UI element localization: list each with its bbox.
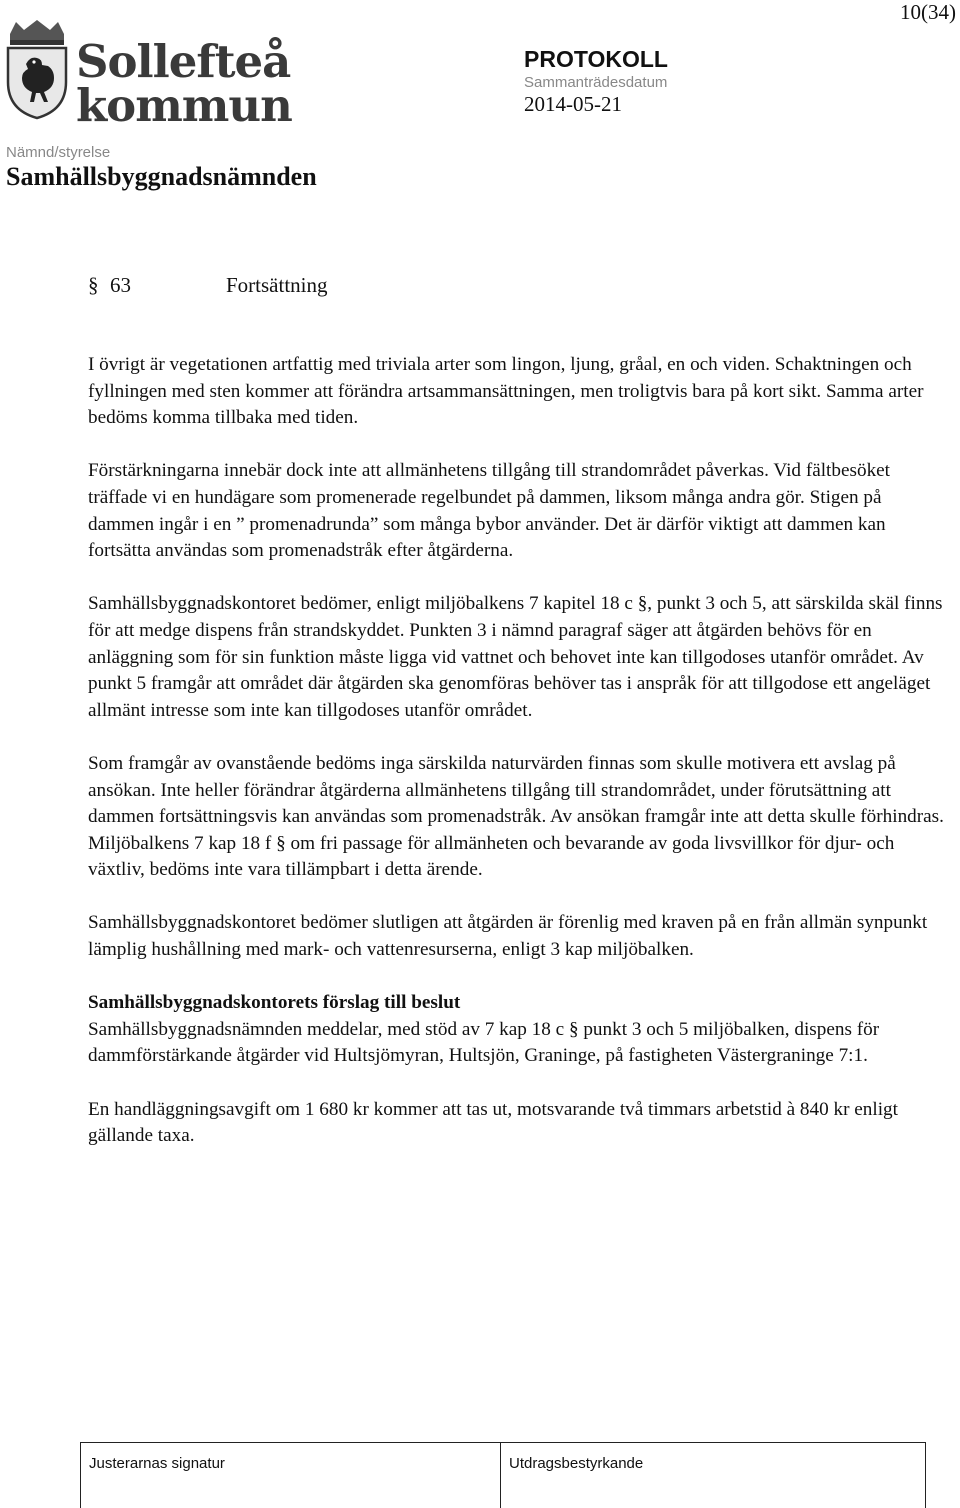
document-type: PROTOKOLL: [524, 46, 668, 72]
meeting-date-value: 2014-05-21: [524, 92, 622, 116]
paragraph-fee: En handläggningsavgift om 1 680 kr kommer att tas ut, motsvarande två timmars arbetstid à 840 kr enligt gällande taxa.: [88, 1098, 898, 1147]
paragraph-decision: Samhällsbyggnadsnämnden meddelar, med stöd av 7 kap 18 c § punkt 3 och 5 miljöbalken, dispens för dammförstärkande åtgärder vid Hultsjömyran, Hultsjön, Graninge, på fastigheten Västergraninge 7:1.: [88, 1018, 880, 1067]
paragraph-public-access: Förstärkningarna innebär dock inte att allmänhetens tillgång till strandområdet påverkas. Vid fältbesöket träffade vi en hundägare som promenerade regelbundet på dammen, liksom många andra gör. Stigen på dammen ingår i en ” promenadrunda” som många bybor använder. Det är därför viktigt att dammen kan fortsätta användas som promenadstråk efter åtgärderna.: [88, 460, 891, 562]
signature-table: [80, 1442, 926, 1508]
logo-text-line2: kommun: [76, 79, 292, 132]
section-title: Fortsättning: [226, 273, 328, 297]
proposal-heading: Samhällsbyggnadskontorets förslag till beslut: [88, 992, 461, 1014]
committee-name: Samhällsbyggnadsnämnden: [6, 162, 317, 191]
certification-cell: Utdragsbestyrkande: [509, 1455, 644, 1472]
committee-label: Nämnd/styrelse: [6, 144, 111, 161]
paragraph-resource-management: Samhällsbyggnadskontoret bedömer slutligen att åtgärden är förenlig med kraven på en från allmän synpunkt lämplig hushållning med mark- och vattenresurserna, enligt 3 kap miljöbalken.: [88, 912, 928, 961]
paragraph-vegetation: I övrigt är vegetationen artfattig med triviala arter som lingon, ljung, gråal, en och viden. Schaktningen och fyllningen med sten kommer att förändra artsammansättningen, men troligtvis bara på kort sikt. Samma arter bedöms komma tillbaka med tiden.: [88, 354, 924, 429]
page-number: 10(34): [900, 0, 956, 24]
section-heading: [88, 273, 328, 298]
document-body: [88, 352, 948, 1176]
section-sign: §: [88, 273, 99, 297]
section-number: 63: [110, 273, 131, 297]
municipality-logo: [4, 20, 292, 132]
paragraph-nature-values: Som framgår av ovanstående bedöms inga särskilda naturvärden finnas som skulle motivera ett avslag på ansökan. Inte heller förändrar åtgärderna allmänhetens tillgång till strandområdet, under förutsättning att dammen fortsättningsvis kan användas som promenadstråk. Av ansökan framgår inte att detta skulle förhindras. Miljöbalkens 7 kap 18 f § om fri passage för allmänheten och bevarande av goda livsvillkor för djur- och växtliv, bedöms inte vara tillämpbart i detta ärende.: [88, 752, 944, 881]
crest-capercaillie-icon: [4, 20, 70, 120]
logo-text-line1: Sollefteå: [76, 35, 291, 88]
paragraph-special-reasons: Samhällsbyggnadskontoret bedömer, enligt miljöbalkens 7 kapitel 18 c §, punkt 3 och 5, att särskilda skäl finns för att medge dispens från strandskyddet. Punkten 3 i nämnd paragraf säger att åtgärden behövs för en anläggning som för sin funktion måste ligga vid vattnet och behovet inte kan tillgodoses utanför området. Av punkt 5 framgår att området där åtgärden ska genomföras behöver tas i anspråk för att tillgodose ett angeläget allmänt intresse som inte kan tillgodoses utanför området.: [88, 593, 943, 721]
meeting-date-label: Sammanträdesdatum: [524, 74, 668, 91]
signature-cell: Justerarnas signatur: [81, 1443, 501, 1508]
